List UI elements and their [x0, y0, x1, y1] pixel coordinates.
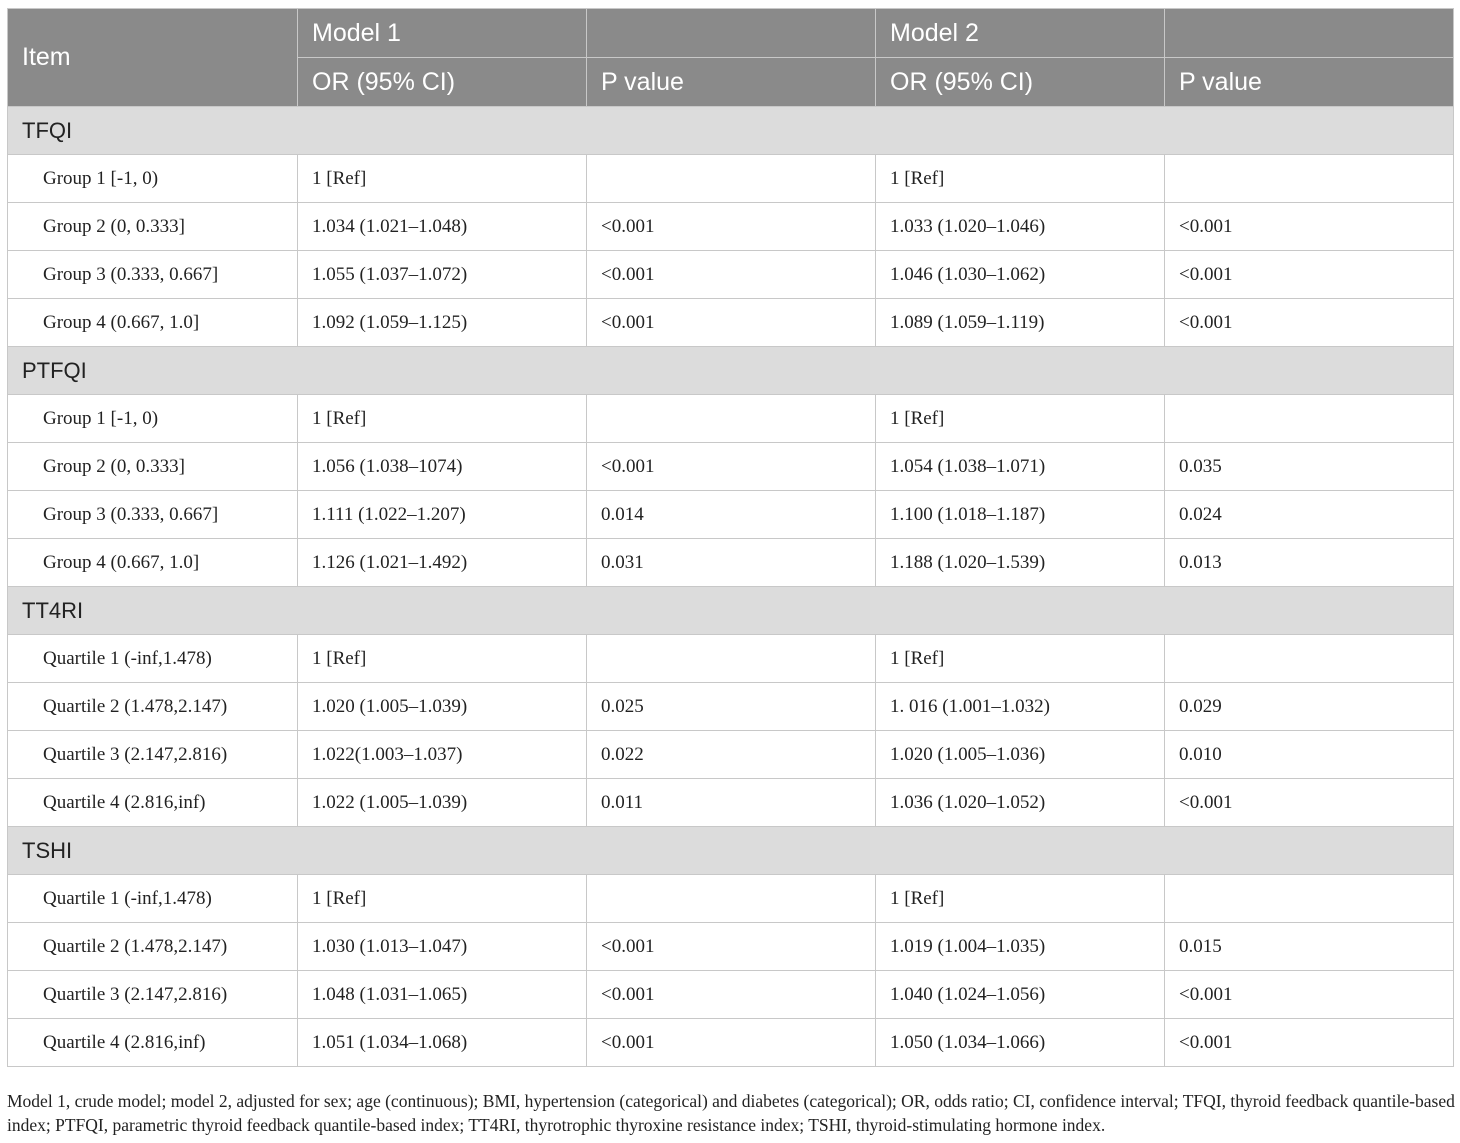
model1-p-cell: <0.001	[587, 443, 876, 491]
results-table-container	[7, 8, 1453, 1067]
model2-or-cell: 1. 016 (1.001–1.032)	[876, 683, 1165, 731]
model2-p-cell: 0.013	[1165, 539, 1454, 587]
table-row	[8, 779, 1454, 827]
model2-or-cell: 1.033 (1.020–1.046)	[876, 203, 1165, 251]
model1-header: Model 1	[298, 9, 587, 58]
model1-p-header: P value	[587, 58, 876, 107]
model1-blank-header	[587, 9, 876, 58]
row-label: Group 3 (0.333, 0.667]	[8, 491, 298, 539]
model2-p-cell: 0.024	[1165, 491, 1454, 539]
row-label: Quartile 1 (-inf,1.478)	[8, 875, 298, 923]
model1-p-cell: <0.001	[587, 923, 876, 971]
model2-p-cell	[1165, 875, 1454, 923]
model2-or-cell: 1 [Ref]	[876, 875, 1165, 923]
model2-blank-header	[1165, 9, 1454, 58]
row-label: Quartile 3 (2.147,2.816)	[8, 731, 298, 779]
model2-p-cell	[1165, 155, 1454, 203]
model1-p-cell	[587, 635, 876, 683]
model2-header: Model 2	[876, 9, 1165, 58]
results-table	[7, 8, 1454, 1067]
model1-or-cell: 1.051 (1.034–1.068)	[298, 1019, 587, 1067]
model1-p-cell: <0.001	[587, 1019, 876, 1067]
model2-p-cell: 0.029	[1165, 683, 1454, 731]
table-row	[8, 971, 1454, 1019]
model1-p-cell: <0.001	[587, 251, 876, 299]
model2-p-cell: <0.001	[1165, 971, 1454, 1019]
table-footnote: Model 1, crude model; model 2, adjusted for sex; age (continuous); BMI, hypertension (categorical) and diabetes (categorical); OR, odds ratio; CI, confidence interval; TFQI, thyroid feedback quantile-based index; PTFQI, parametric thyroid feedback quantile-based index; TT4RI, thyrotrophic thyroxine resistance index; TSHI, thyroid-stimulating hormone index.	[7, 1091, 1455, 1135]
table-row	[8, 923, 1454, 971]
row-label: Quartile 3 (2.147,2.816)	[8, 971, 298, 1019]
model2-p-cell: 0.015	[1165, 923, 1454, 971]
model2-or-cell: 1 [Ref]	[876, 155, 1165, 203]
model1-or-cell: 1.034 (1.021–1.048)	[298, 203, 587, 251]
model2-or-cell: 1.188 (1.020–1.539)	[876, 539, 1165, 587]
model1-or-cell: 1.092 (1.059–1.125)	[298, 299, 587, 347]
model1-or-cell: 1.022(1.003–1.037)	[298, 731, 587, 779]
model1-or-cell: 1 [Ref]	[298, 635, 587, 683]
model2-or-cell: 1.050 (1.034–1.066)	[876, 1019, 1165, 1067]
row-label: Quartile 2 (1.478,2.147)	[8, 683, 298, 731]
row-label: Group 4 (0.667, 1.0]	[8, 539, 298, 587]
item-column-header: Item	[8, 9, 298, 107]
table-row	[8, 203, 1454, 251]
model2-or-cell: 1.089 (1.059–1.119)	[876, 299, 1165, 347]
model2-p-cell	[1165, 635, 1454, 683]
model1-p-cell: <0.001	[587, 971, 876, 1019]
table-row	[8, 1019, 1454, 1067]
section-title: TT4RI	[8, 587, 1454, 635]
section-title: TFQI	[8, 107, 1454, 155]
model2-or-cell: 1.054 (1.038–1.071)	[876, 443, 1165, 491]
section-title: PTFQI	[8, 347, 1454, 395]
table-row	[8, 491, 1454, 539]
model1-p-cell: 0.022	[587, 731, 876, 779]
table-row	[8, 395, 1454, 443]
table-row	[8, 683, 1454, 731]
row-label: Group 2 (0, 0.333]	[8, 203, 298, 251]
model2-or-cell: 1.019 (1.004–1.035)	[876, 923, 1165, 971]
model2-or-cell: 1.040 (1.024–1.056)	[876, 971, 1165, 1019]
row-label: Group 2 (0, 0.333]	[8, 443, 298, 491]
model1-p-cell: <0.001	[587, 203, 876, 251]
model1-p-cell: 0.031	[587, 539, 876, 587]
section-row-tfqi	[8, 107, 1454, 155]
model1-or-cell: 1 [Ref]	[298, 875, 587, 923]
model1-p-cell	[587, 395, 876, 443]
table-header	[8, 9, 1454, 107]
section-row-ptfqi	[8, 347, 1454, 395]
model1-p-cell	[587, 155, 876, 203]
section-row-tshi	[8, 827, 1454, 875]
table-row	[8, 443, 1454, 491]
model2-p-header: P value	[1165, 58, 1454, 107]
row-label: Quartile 2 (1.478,2.147)	[8, 923, 298, 971]
model2-p-cell	[1165, 395, 1454, 443]
model1-p-cell	[587, 875, 876, 923]
table-row	[8, 251, 1454, 299]
model2-p-cell: <0.001	[1165, 203, 1454, 251]
table-row	[8, 875, 1454, 923]
section-row-tt4ri	[8, 587, 1454, 635]
table-row	[8, 635, 1454, 683]
table-row	[8, 731, 1454, 779]
row-label: Group 3 (0.333, 0.667]	[8, 251, 298, 299]
model2-p-cell: <0.001	[1165, 1019, 1454, 1067]
model1-or-cell: 1.055 (1.037–1.072)	[298, 251, 587, 299]
row-label: Group 4 (0.667, 1.0]	[8, 299, 298, 347]
row-label: Quartile 4 (2.816,inf)	[8, 1019, 298, 1067]
model1-p-cell: 0.014	[587, 491, 876, 539]
model2-or-cell: 1.020 (1.005–1.036)	[876, 731, 1165, 779]
model1-p-cell: <0.001	[587, 299, 876, 347]
row-label: Quartile 1 (-inf,1.478)	[8, 635, 298, 683]
model2-p-cell: 0.010	[1165, 731, 1454, 779]
table-body	[8, 107, 1454, 1067]
model1-or-cell: 1.022 (1.005–1.039)	[298, 779, 587, 827]
model1-or-cell: 1.056 (1.038–1074)	[298, 443, 587, 491]
model2-p-cell: <0.001	[1165, 251, 1454, 299]
model1-p-cell: 0.025	[587, 683, 876, 731]
table-row	[8, 539, 1454, 587]
model2-or-cell: 1.046 (1.030–1.062)	[876, 251, 1165, 299]
header-row-1	[8, 9, 1454, 58]
model1-or-cell: 1.126 (1.021–1.492)	[298, 539, 587, 587]
model2-p-cell: <0.001	[1165, 779, 1454, 827]
row-label: Group 1 [-1, 0)	[8, 155, 298, 203]
row-label: Quartile 4 (2.816,inf)	[8, 779, 298, 827]
model1-or-cell: 1 [Ref]	[298, 155, 587, 203]
model2-p-cell: 0.035	[1165, 443, 1454, 491]
model2-or-cell: 1.100 (1.018–1.187)	[876, 491, 1165, 539]
model2-or-cell: 1 [Ref]	[876, 395, 1165, 443]
table-row	[8, 155, 1454, 203]
model1-or-header: OR (95% CI)	[298, 58, 587, 107]
model1-or-cell: 1.048 (1.031–1.065)	[298, 971, 587, 1019]
model2-p-cell: <0.001	[1165, 299, 1454, 347]
row-label: Group 1 [-1, 0)	[8, 395, 298, 443]
model2-or-header: OR (95% CI)	[876, 58, 1165, 107]
model1-or-cell: 1.111 (1.022–1.207)	[298, 491, 587, 539]
model1-or-cell: 1 [Ref]	[298, 395, 587, 443]
model1-p-cell: 0.011	[587, 779, 876, 827]
model1-or-cell: 1.020 (1.005–1.039)	[298, 683, 587, 731]
model1-or-cell: 1.030 (1.013–1.047)	[298, 923, 587, 971]
section-title: TSHI	[8, 827, 1454, 875]
model2-or-cell: 1.036 (1.020–1.052)	[876, 779, 1165, 827]
table-row	[8, 299, 1454, 347]
model2-or-cell: 1 [Ref]	[876, 635, 1165, 683]
